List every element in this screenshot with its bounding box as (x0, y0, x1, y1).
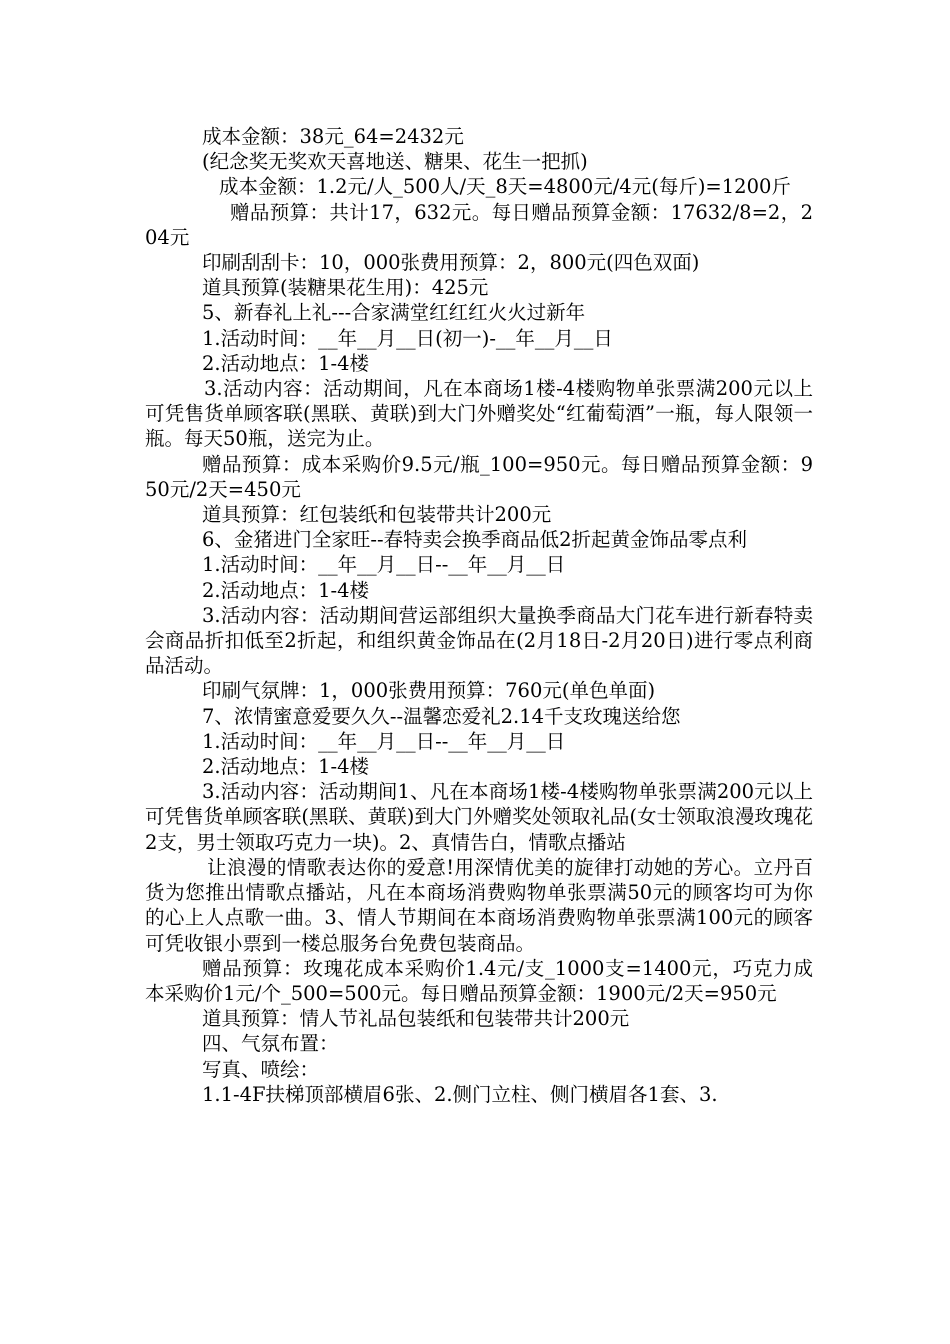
paragraph: 让浪漫的情歌表达你的爱意!用深情优美的旋律打动她的芳心。立丹百货为您推出情歌点播站，凡在本商场消费购物单张票满50元的顾客均可为你的心上人点歌一曲。3、情人节期间在本商场消费购物单张票满100元的顾客可凭收银小票到一楼总服务台免费包装商品。 (145, 855, 813, 955)
paragraph: 四、气氛布置： (202, 1032, 339, 1056)
paragraph: 道具预算：情人节礼品包装纸和包装带共计200元 (202, 1007, 630, 1031)
paragraph: 5、新春礼上礼---合家满堂红红红火火过新年 (202, 301, 586, 325)
paragraph: 赠品预算：玫瑰花成本采购价1.4元/支_1000支=1400元，巧克力成本采购价1元/个_500=500元。每日赠品预算金额：1900元/2天=950元 (145, 956, 813, 1005)
paragraph: 成本金额：38元_64=2432元 (202, 125, 464, 148)
paragraph: 2.活动地点：1-4楼 (202, 351, 370, 375)
paragraph: (纪念奖无奖欢天喜地送、糖果、花生一把抓) (202, 150, 588, 174)
paragraph: 3.活动内容：活动期间1、凡在本商场1楼-4楼购物单张票满200元以上可凭售货单顾客联(黑联、黄联)到大门外赠奖处领取礼品(女士领取浪漫玫瑰花2支，男士领取巧克力一块)。2、真情告白，情歌点播站 (145, 780, 813, 854)
document-body (145, 124, 813, 1107)
paragraph: 印刷刮刮卡：10，000张费用预算：2，800元(四色双面) (202, 251, 700, 275)
paragraph: 赠品预算：共计17，632元。每日赠品预算金额：17632/8=2，204元 (145, 200, 813, 249)
paragraph: 2.活动地点：1-4楼 (202, 578, 370, 602)
paragraph: 1.活动时间：__年__月__日--__年__月__日 (202, 553, 566, 577)
paragraph: 道具预算：红包装纸和包装带共计200元 (202, 503, 552, 527)
paragraph: 2.活动地点：1-4楼 (202, 755, 370, 779)
paragraph: 1.1-4F扶梯顶部横眉6张、2.侧门立柱、侧门横眉各1套、3. (202, 1082, 718, 1106)
paragraph: 成本金额：1.2元/人_500人/天_8天=4800元/4元(每斤)=1200斤 (219, 175, 791, 199)
paragraph: 3.活动内容：活动期间，凡在本商场1楼-4楼购物单张票满200元以上可凭售货单顾客联(黑联、黄联)到大门外赠奖处“红葡萄酒”一瓶，每人限领一瓶。每天50瓶，送完为止。 (145, 377, 813, 451)
paragraph: 6、金猪进门全家旺--春特卖会换季商品低2折起黄金饰品零点利 (202, 528, 747, 552)
paragraph: 印刷气氛牌：1，000张费用预算：760元(单色单面) (202, 679, 656, 703)
paragraph: 赠品预算：成本采购价9.5元/瓶_100=950元。每日赠品预算金额：950元/2天=450元 (145, 452, 813, 501)
paragraph: 道具预算(装糖果花生用)：425元 (202, 276, 489, 300)
paragraph: 7、浓情蜜意爱要久久--温馨恋爱礼2.14千支玫瑰送给您 (202, 704, 681, 728)
paragraph: 1.活动时间：__年__月__日(初一)-__年__月__日 (202, 326, 613, 350)
paragraph: 1.活动时间：__年__月__日--__年__月__日 (202, 729, 566, 753)
paragraph: 写真、喷绘： (202, 1057, 320, 1081)
paragraph: 3.活动内容：活动期间营运部组织大量换季商品大门花车进行新春特卖会商品折扣低至2折起，和组织黄金饰品在(2月18日-2月20日)进行零点利商品活动。 (145, 603, 813, 678)
